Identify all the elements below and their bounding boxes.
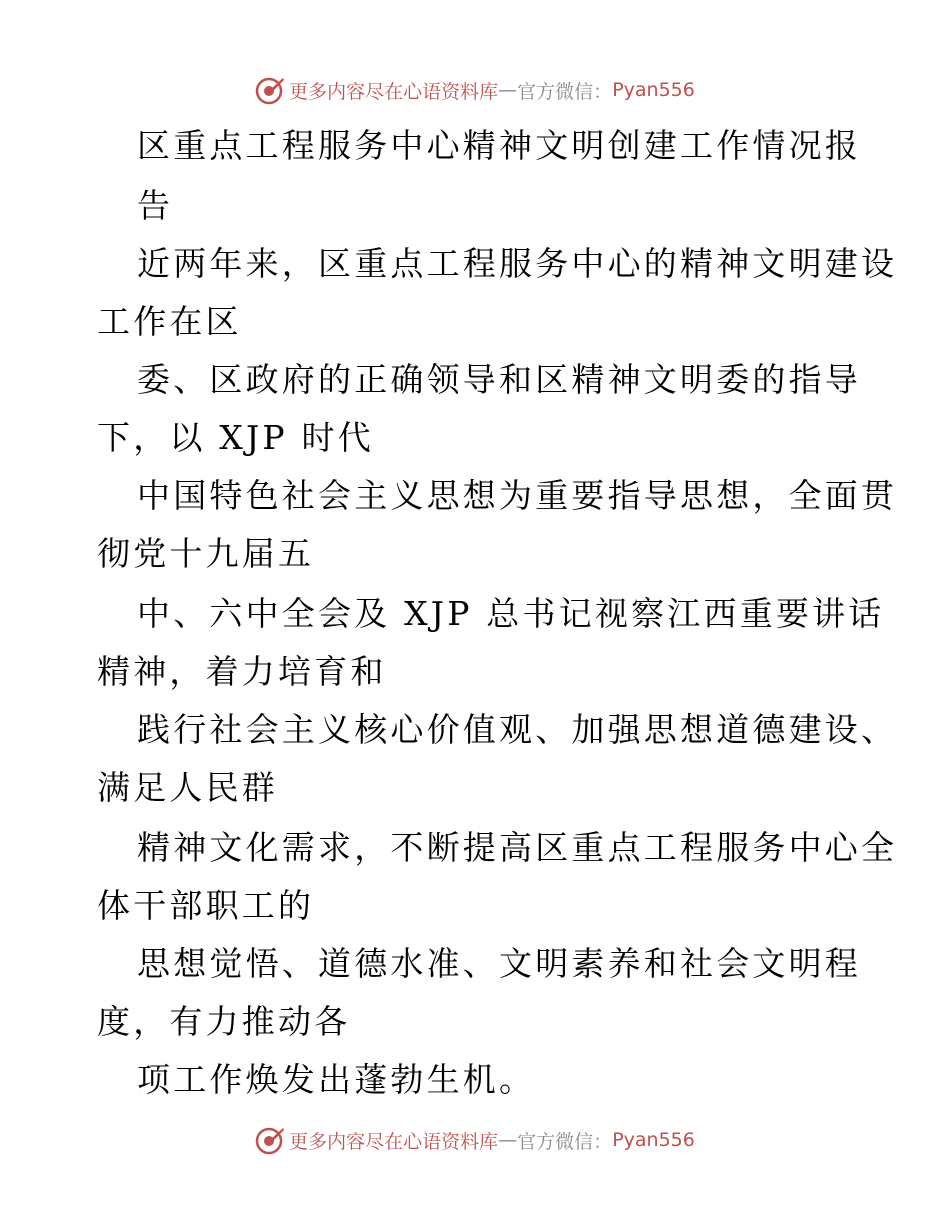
paragraph-line: 中国特色社会主义思想为重要指导思想，全面贯 bbox=[137, 476, 898, 515]
paragraph-line: 度，有力推动各 bbox=[97, 1002, 351, 1041]
watermark-dash: — bbox=[498, 79, 518, 101]
paragraph-line: 精神，着力培育和 bbox=[97, 652, 387, 691]
paragraph-line: 彻党十九届五 bbox=[97, 534, 315, 573]
header-watermark bbox=[0, 70, 950, 110]
watermark-contact-id: Pyan556 bbox=[612, 1129, 695, 1151]
paragraph-line: 践行社会主义核心价值观、加强思想道德建设、 bbox=[137, 710, 898, 749]
paragraph-line: 委、区政府的正确领导和区精神文明委的指导 bbox=[137, 360, 861, 399]
paragraph-line: 精神文化需求，不断提高区重点工程服务中心全 bbox=[137, 828, 898, 867]
paragraph-line: 近两年来，区重点工程服务中心的精神文明建设 bbox=[137, 244, 898, 283]
paragraph-line: 思想觉悟、道德水准、文明素养和社会文明程 bbox=[137, 944, 861, 983]
watermark-contact-id: Pyan556 bbox=[612, 79, 695, 101]
paragraph-line: 下，以 XJP 时代 bbox=[97, 418, 374, 457]
watermark-contact-label: 官方微信： bbox=[517, 80, 613, 103]
watermark-site-text: 更多内容尽在心语资料库 bbox=[289, 1130, 499, 1153]
title-line-1: 区重点工程服务中心精神文明创建工作情况报 bbox=[137, 126, 861, 165]
watermark-dash: — bbox=[498, 1129, 518, 1151]
watermark-contact-label: 官方微信： bbox=[517, 1130, 613, 1153]
title-line-2: 告 bbox=[137, 186, 174, 225]
paragraph-line: 满足人民群 bbox=[97, 768, 278, 807]
watermark-site-text: 更多内容尽在心语资料库 bbox=[289, 80, 499, 103]
pen-logo-icon bbox=[255, 1125, 285, 1155]
paragraph-line: 中、六中全会及 XJP 总书记视察江西重要讲话 bbox=[137, 594, 885, 633]
paragraph-line: 工作在区 bbox=[97, 302, 242, 341]
paragraph-line: 体干部职工的 bbox=[97, 886, 315, 925]
pen-logo-icon bbox=[255, 75, 285, 105]
paragraph-line: 项工作焕发出蓬勃生机。 bbox=[137, 1060, 536, 1099]
footer-watermark bbox=[0, 1120, 950, 1160]
